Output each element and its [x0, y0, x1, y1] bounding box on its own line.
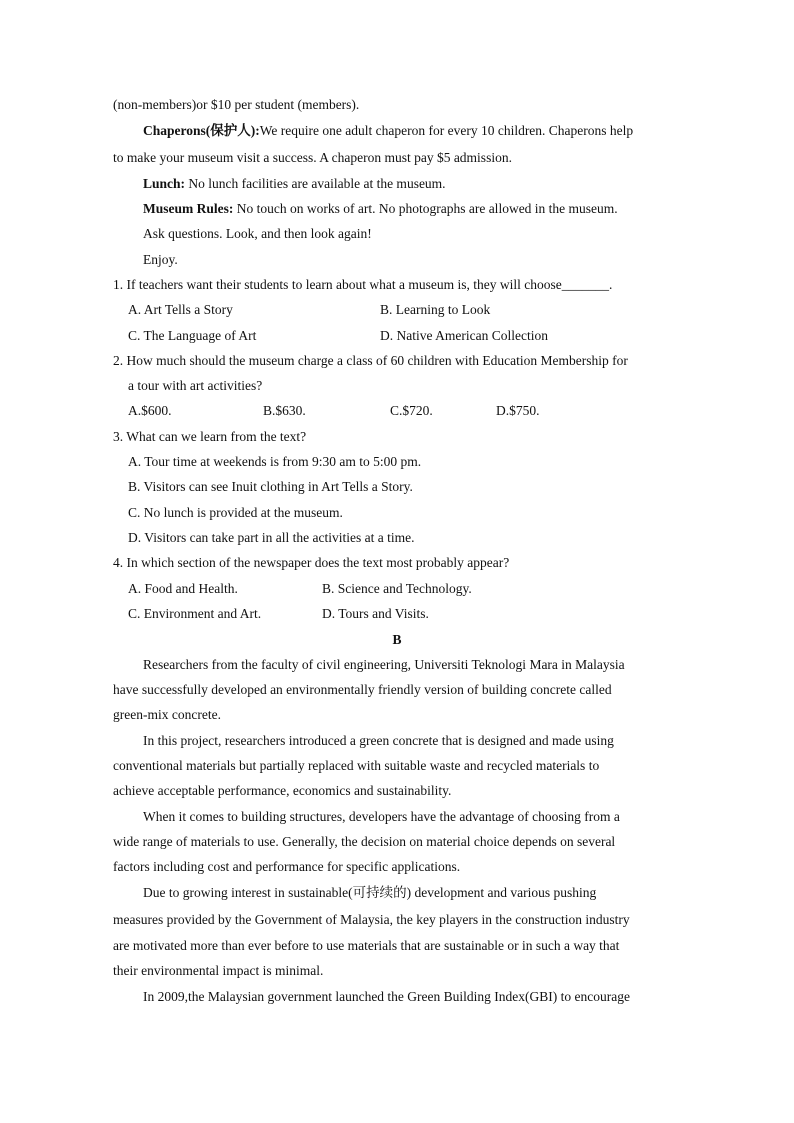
rules-paragraph [143, 200, 618, 218]
question-1-option-d: D. Native American Collection [380, 328, 548, 343]
paragraph-line: green-mix concrete. [113, 707, 221, 722]
question-3-option-a: A. Tour time at weekends is from 9:30 am to 5:00 pm. [128, 454, 422, 469]
section-b-heading: B [392, 632, 402, 647]
paragraph-line: measures provided by the Government of Malaysia, the key players in the construction industry [113, 912, 630, 927]
paragraph-line: In 2009,the Malaysian government launched the Green Building Index(GBI) to encourage [143, 989, 630, 1004]
question-1-option-b: B. Learning to Look [380, 302, 491, 317]
question-4-option-c: C. Environment and Art. [128, 606, 262, 621]
question-2-option-d: D.$750. [496, 403, 540, 418]
lunch-text: No lunch facilities are available at the museum. [185, 176, 446, 191]
question-2-option-a: A.$600. [128, 403, 172, 418]
question-4-option-d: D. Tours and Visits. [322, 606, 429, 621]
question-2-stem-cont: a tour with art activities? [128, 378, 263, 393]
paragraph-line: their environmental impact is minimal. [113, 963, 324, 978]
chaperons-label: Chaperons(保护人): [143, 123, 260, 138]
lunch-paragraph [143, 175, 446, 193]
rules-text: No touch on works of art. No photographs are allowed in the museum. [233, 201, 618, 216]
question-3-stem: 3. What can we learn from the text? [113, 429, 307, 444]
enjoy-line: Enjoy. [143, 252, 178, 267]
question-4-option-a: A. Food and Health. [128, 581, 238, 596]
paragraph-line: achieve acceptable performance, economics and sustainability. [113, 783, 452, 798]
paragraph-line: Due to growing interest in sustainable(可持续的) development and various pushing [143, 885, 597, 900]
chaperons-text-cont: to make your museum visit a success. A chaperon must pay $5 admission. [113, 150, 512, 165]
paragraph-line: wide range of materials to use. Generally, the decision on material choice depends on several [113, 834, 616, 849]
question-2-option-b: B.$630. [263, 403, 306, 418]
paragraph-line: Researchers from the faculty of civil engineering, Universiti Teknologi Mara in Malaysia [143, 657, 625, 672]
question-3-option-b: B. Visitors can see Inuit clothing in Art Tells a Story. [128, 479, 413, 494]
question-1-option-c: C. The Language of Art [128, 328, 257, 343]
paragraph-line: When it comes to building structures, developers have the advantage of choosing from a [143, 809, 620, 824]
paragraph-line: In this project, researchers introduced a green concrete that is designed and made using [143, 733, 614, 748]
paragraph-line: conventional materials but partially replaced with suitable waste and recycled materials to [113, 758, 600, 773]
question-4-option-b: B. Science and Technology. [322, 581, 472, 596]
chaperons-text: We require one adult chaperon for every 10 children. Chaperons help [259, 123, 634, 138]
intro-line: (non-members)or $10 per student (members). [113, 97, 360, 112]
paragraph-line: factors including cost and performance for specific applications. [113, 859, 461, 874]
rules-label: Museum Rules: [143, 201, 234, 216]
question-1-stem: 1. If teachers want their students to learn about what a museum is, they will choose_______. [113, 277, 613, 292]
question-3-option-c: C. No lunch is provided at the museum. [128, 505, 343, 520]
paragraph-line: have successfully developed an environmentally friendly version of building concrete called [113, 682, 612, 697]
chaperons-paragraph [143, 122, 633, 140]
question-2-stem: 2. How much should the museum charge a class of 60 children with Education Membership for [113, 353, 628, 368]
question-3-option-d: D. Visitors can take part in all the activities at a time. [128, 530, 415, 545]
question-2-option-c: C.$720. [390, 403, 433, 418]
paragraph-line: are motivated more than ever before to use materials that are sustainable or in such a way that [113, 938, 620, 953]
lunch-label: Lunch: [143, 176, 186, 191]
question-1-option-a: A. Art Tells a Story [128, 302, 233, 317]
question-4-stem: 4. In which section of the newspaper does the text most probably appear? [113, 555, 510, 570]
ask-line: Ask questions. Look, and then look again! [143, 226, 372, 241]
